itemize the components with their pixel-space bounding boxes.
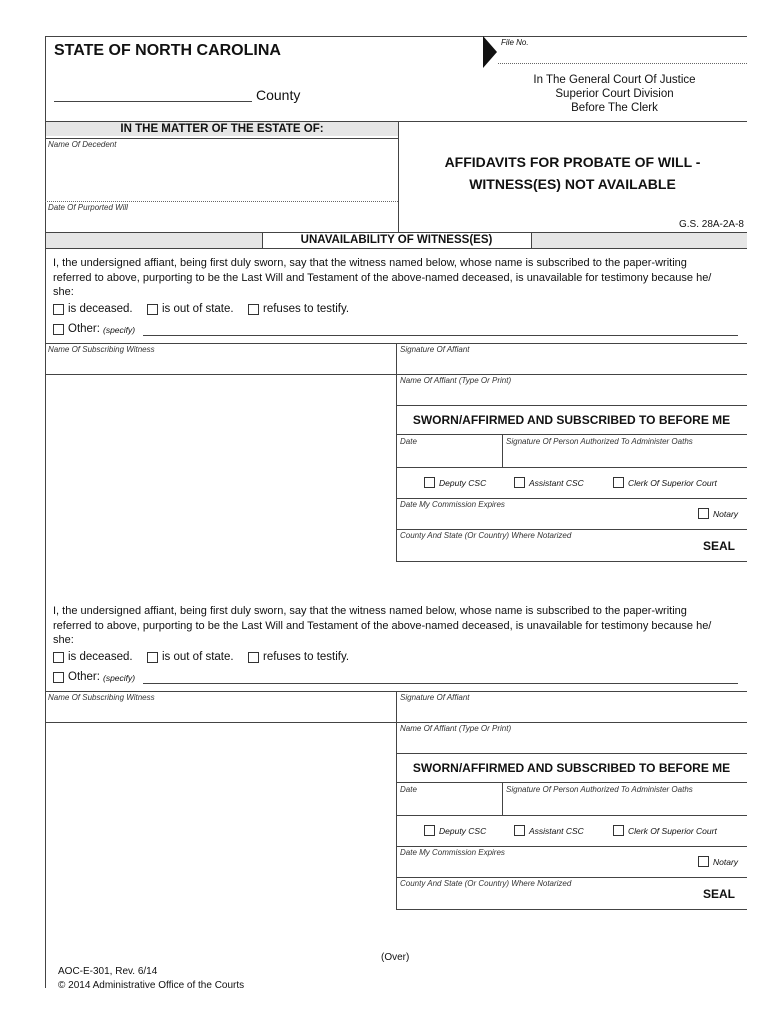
out-of-state-checkbox[interactable] (147, 304, 158, 315)
file-no-label: File No. (501, 38, 529, 47)
court-line-2: Superior Court Division (555, 88, 674, 100)
name-affiant-label: Name Of Affiant (Type Or Print) (400, 724, 512, 733)
commission-label: Date My Commission Expires (400, 500, 505, 509)
top-border (45, 36, 483, 37)
assistant-csc-label: Assistant CSC (529, 478, 584, 488)
copyright: © 2014 Administrative Office of the Courts (58, 980, 245, 991)
refuses-checkbox[interactable] (248, 652, 259, 663)
notarized-location-field[interactable] (397, 890, 687, 908)
signature-affiant-field[interactable] (397, 703, 746, 721)
top-border-right (483, 36, 747, 37)
out-of-state-label: is out of state. (162, 651, 234, 663)
sig-authorized-label: Signature Of Person Authorized To Administer Oaths (506, 437, 693, 446)
form-title-line-2: WITNESS(ES) NOT AVAILABLE (469, 176, 676, 192)
notary-label: Notary (713, 509, 739, 519)
witness-label: Name Of Subscribing Witness (48, 693, 155, 702)
deceased-checkbox[interactable] (53, 652, 64, 663)
form-title (398, 151, 747, 195)
signature-affiant-field[interactable] (397, 355, 746, 373)
notarized-label: County And State (Or Country) Where Notarized (400, 531, 572, 540)
will-date-field[interactable] (46, 213, 396, 231)
deputy-csc-label: Deputy CSC (439, 826, 487, 836)
deputy-csc-checkbox[interactable] (424, 825, 435, 836)
commission-label: Date My Commission Expires (400, 848, 505, 857)
form-id: AOC-E-301, Rev. 6/14 (58, 966, 158, 977)
deceased-checkbox[interactable] (53, 304, 64, 315)
refuses-checkbox[interactable] (248, 304, 259, 315)
specify-label: (specify) (103, 325, 136, 335)
file-no-marker-icon (483, 36, 497, 68)
file-no-line[interactable] (498, 63, 747, 64)
assistant-csc-checkbox[interactable] (514, 477, 525, 488)
court-line-1: In The General Court Of Justice (533, 74, 696, 86)
sworn-date-field[interactable] (397, 447, 501, 466)
other-specify-line[interactable] (143, 335, 738, 336)
clerk-superior-checkbox[interactable] (613, 477, 624, 488)
affidavit-text-2: I, the undersigned affiant, being first duly sworn, say that the witness named below, whose name is subscribed to the paper-writing referred to above, purporting to be the Last Will and Testament of the above-named deceased, is unavailable for testimony because he/ she: (53, 605, 712, 646)
date-label: Date (400, 785, 417, 794)
other-checkbox[interactable] (53, 672, 64, 683)
court-line-3: Before The Clerk (571, 102, 658, 114)
notary-checkbox[interactable] (698, 508, 709, 519)
other-label: Other: (68, 323, 100, 335)
notary-label: Notary (713, 857, 739, 867)
county-label: County (256, 87, 301, 103)
date-label: Date (400, 437, 417, 446)
refuses-label: refuses to testify. (263, 303, 350, 315)
clerk-superior-label: Clerk Of Superior Court (628, 826, 717, 836)
estate-title: IN THE MATTER OF THE ESTATE OF: (120, 123, 324, 135)
sig-authorized-label: Signature Of Person Authorized To Administer Oaths (506, 785, 693, 794)
clerk-superior-label: Clerk Of Superior Court (628, 478, 717, 488)
name-affiant-field[interactable] (397, 386, 746, 404)
deceased-label: is deceased. (68, 651, 133, 663)
assistant-csc-label: Assistant CSC (529, 826, 584, 836)
decedent-name-field[interactable] (46, 150, 396, 200)
refuses-label: refuses to testify. (263, 651, 350, 663)
court-block (482, 73, 747, 115)
sworn-title: SWORN/AFFIRMED AND SUBSCRIBED TO BEFORE ME (412, 761, 731, 775)
over-label: (Over) (381, 952, 410, 963)
witness-name-field[interactable] (46, 703, 396, 721)
seal-label: SEAL (703, 539, 736, 553)
commission-date-field[interactable] (397, 858, 687, 876)
witness-name-field[interactable] (46, 355, 396, 373)
notary-checkbox[interactable] (698, 856, 709, 867)
notarized-label: County And State (Or Country) Where Notarized (400, 879, 572, 888)
will-date-label: Date Of Purported Will (48, 203, 128, 212)
name-affiant-label: Name Of Affiant (Type Or Print) (400, 376, 512, 385)
authorized-signature-field[interactable] (503, 447, 746, 466)
sig-affiant-label: Signature Of Affiant (400, 345, 470, 354)
clerk-superior-checkbox[interactable] (613, 825, 624, 836)
assistant-csc-checkbox[interactable] (514, 825, 525, 836)
deputy-csc-label: Deputy CSC (439, 478, 487, 488)
seal-label: SEAL (703, 887, 736, 901)
state-title: STATE OF NORTH CAROLINA (54, 42, 281, 59)
deputy-csc-checkbox[interactable] (424, 477, 435, 488)
form-title-line-1: AFFIDAVITS FOR PROBATE OF WILL - (444, 154, 701, 170)
specify-label: (specify) (103, 673, 136, 683)
sworn-title: SWORN/AFFIRMED AND SUBSCRIBED TO BEFORE ME (412, 413, 731, 427)
other-checkbox[interactable] (53, 324, 64, 335)
decedent-label: Name Of Decedent (48, 140, 117, 149)
section-title: UNAVAILABILITY OF WITNESS(ES) (300, 234, 493, 246)
name-affiant-field[interactable] (397, 734, 746, 752)
sig-affiant-label: Signature Of Affiant (400, 693, 470, 702)
commission-date-field[interactable] (397, 510, 687, 528)
other-specify-line[interactable] (143, 683, 738, 684)
out-of-state-checkbox[interactable] (147, 652, 158, 663)
deceased-label: is deceased. (68, 303, 133, 315)
witness-label: Name Of Subscribing Witness (48, 345, 155, 354)
out-of-state-label: is out of state. (162, 303, 234, 315)
county-input-line[interactable] (54, 101, 252, 102)
notarized-location-field[interactable] (397, 542, 687, 560)
sworn-date-field[interactable] (397, 795, 501, 814)
authorized-signature-field[interactable] (503, 795, 746, 814)
affidavit-text-1: I, the undersigned affiant, being first duly sworn, say that the witness named below, whose name is subscribed to the paper-writing referred to above, purporting to be the Last Will and Testament of the above-named deceased, is unavailable for testimony because he/ she: (53, 257, 712, 298)
statute-ref: G.S. 28A-2A-8 (678, 219, 744, 230)
other-label: Other: (68, 671, 100, 683)
